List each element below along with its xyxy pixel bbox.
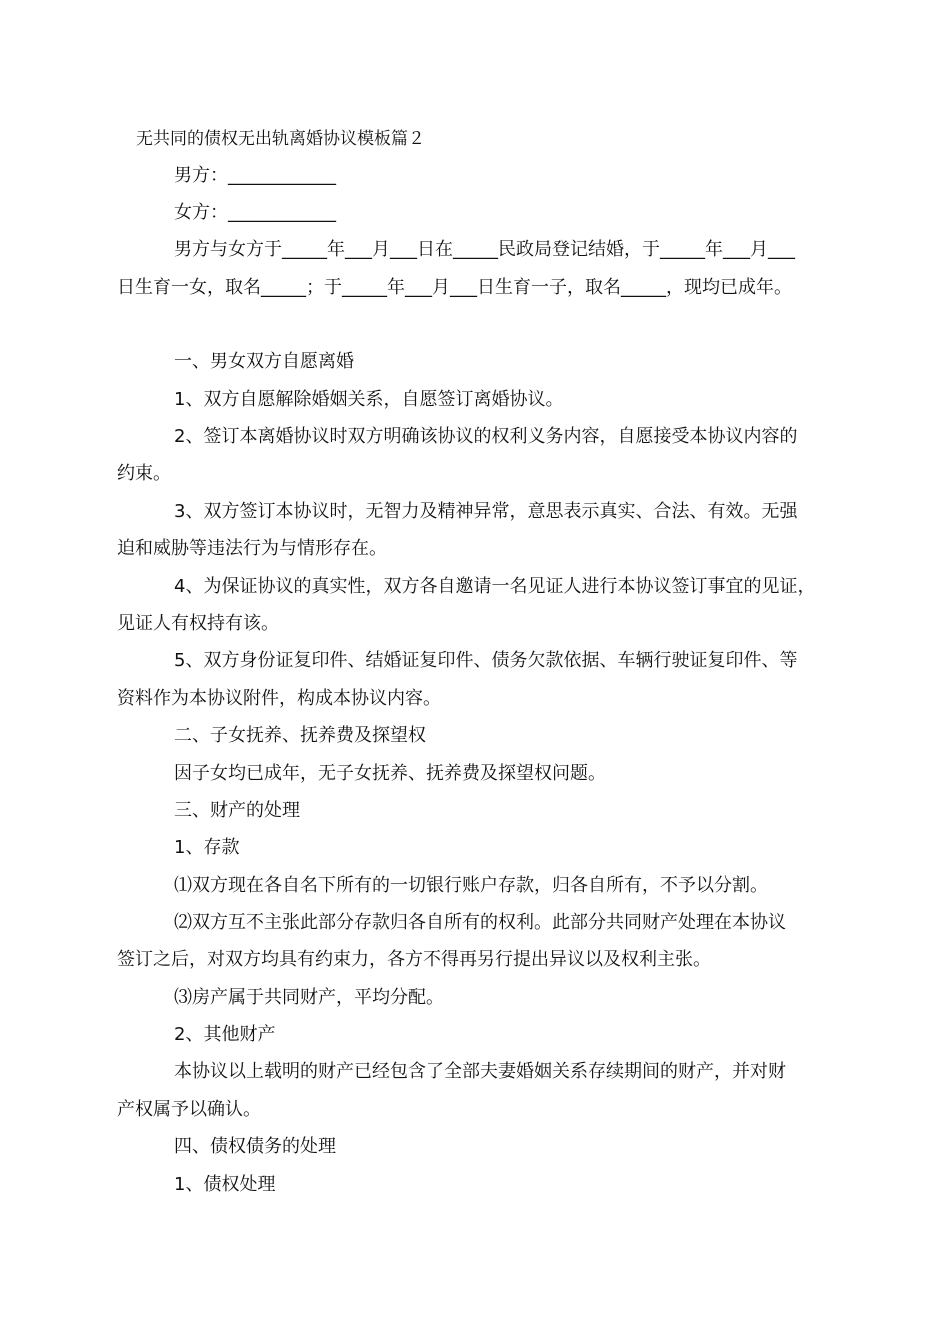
section-heading: 四、债权债务的处理 [174,1136,336,1157]
paragraph-line: 产权属予以确认。 [117,1099,261,1120]
paragraph-line: 男方与女方于_____年___月___日在_____民政局登记结婚，于_____年___月___ [174,239,795,260]
paragraph-line: 2、签订本离婚协议时双方明确该协议的权利义务内容，自愿接受本协议内容的 [174,426,798,447]
section-heading: 二、子女抚养、抚养费及探望权 [174,725,426,746]
subsection-heading: 2、其他财产 [174,1024,276,1045]
section-heading: 一、男女双方自愿离婚 [174,351,354,372]
paragraph-line: 因子女均已成年，无子女抚养、抚养费及探望权问题。 [174,763,606,784]
paragraph-line: 签订之后，对双方均具有约束力，各方不得再另行提出异议以及权利主张。 [117,949,711,970]
paragraph-line: 约束。 [117,463,171,484]
document-title: 无共同的债权无出轨离婚协议模板篇２ [136,129,425,149]
husband-field: 男方：____________ [174,165,336,186]
paragraph-line: 3、双方签订本协议时，无智力及精神异常，意思表示真实、合法、有效。无强 [174,501,798,522]
paragraph-line: 1、双方自愿解除婚姻关系，自愿签订离婚协议。 [174,389,564,410]
paragraph-line: 4、为保证协议的真实性，双方各自邀请一名见证人进行本协议签订事宜的见证， [174,576,816,597]
paragraph-line: ⑶房产属于共同财产，平均分配。 [174,987,444,1008]
paragraph-line: 资料作为本协议附件，构成本协议内容。 [117,688,441,709]
paragraph-line: 日生育一女，取名_____；于_____年___月___日生育一子，取名_____，现均已成年。 [117,277,792,298]
paragraph-line: 5、双方身份证复印件、结婚证复印件、债务欠款依据、车辆行驶证复印件、等 [174,650,798,671]
paragraph-line: ⑵双方互不主张此部分存款归各自所有的权利。此部分共同财产处理在本协议 [174,912,786,933]
paragraph-line: 迫和威胁等违法行为与情形存在。 [117,538,387,559]
paragraph-line: ⑴双方现在各自名下所有的一切银行账户存款，归各自所有，不予以分割。 [174,875,768,896]
paragraph-line: 本协议以上载明的财产已经包含了全部夫妻婚姻关系存续期间的财产，并对财 [174,1061,786,1082]
subsection-heading: 1、存款 [174,837,240,858]
paragraph-line: 见证人有权持有该。 [117,613,279,634]
subsection-heading: 1、债权处理 [174,1174,276,1195]
wife-field: 女方：____________ [174,202,336,223]
section-heading: 三、财产的处理 [174,800,300,821]
